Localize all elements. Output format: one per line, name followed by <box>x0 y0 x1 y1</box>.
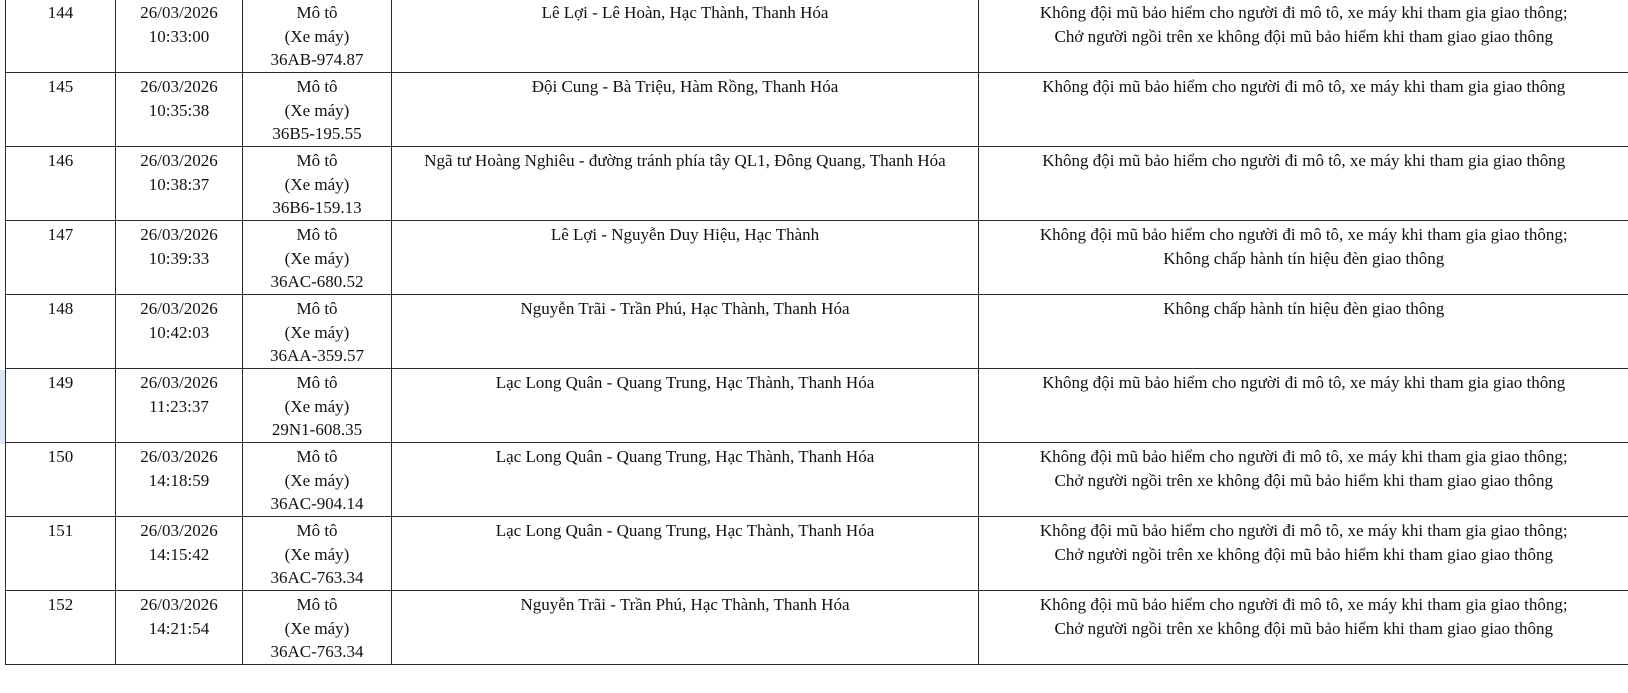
cell-violation <box>979 295 1628 369</box>
violation-text: Chở người ngồi trên xe không đội mũ bảo hiểm khi tham giao giao thông <box>1054 470 1553 490</box>
violation-date: 26/03/2026 <box>140 595 218 614</box>
cell-stt: 144 <box>6 0 116 73</box>
cell-stt: 152 <box>6 591 116 665</box>
violation-text: Không đội mũ bảo hiểm cho người đi mô tô, xe máy khi tham gia giao thông; <box>1039 521 1568 540</box>
table-row <box>6 0 1628 73</box>
license-plate: 36B6-159.13 <box>272 198 362 217</box>
violation-time: 10:42:03 <box>148 322 210 342</box>
cell-datetime <box>116 221 243 295</box>
cell-violation <box>979 221 1628 295</box>
cell-stt: 146 <box>6 147 116 221</box>
cell-datetime <box>116 0 243 73</box>
cell-vehicle <box>243 0 392 73</box>
violation-date: 26/03/2026 <box>140 521 218 540</box>
cell-location: Lê Lợi - Nguyễn Duy Hiệu, Hạc Thành <box>392 221 979 295</box>
violation-text: Không đội mũ bảo hiểm cho người đi mô tô, xe máy khi tham gia giao thông <box>1042 373 1566 392</box>
violation-text: Không đội mũ bảo hiểm cho người đi mô tô, xe máy khi tham gia giao thông <box>1042 77 1566 96</box>
cell-stt: 149 <box>6 369 116 443</box>
cell-location: Lạc Long Quân - Quang Trung, Hạc Thành, Thanh Hóa <box>392 443 979 517</box>
cell-vehicle <box>243 443 392 517</box>
table-row <box>6 73 1628 147</box>
cell-violation <box>979 443 1628 517</box>
cell-vehicle <box>243 73 392 147</box>
cell-datetime <box>116 443 243 517</box>
violation-time: 14:15:42 <box>148 544 210 564</box>
cell-datetime <box>116 147 243 221</box>
cell-vehicle <box>243 221 392 295</box>
cell-vehicle <box>243 591 392 665</box>
cell-datetime <box>116 295 243 369</box>
violation-date: 26/03/2026 <box>140 447 218 466</box>
cell-datetime <box>116 591 243 665</box>
violation-text: Không chấp hành tín hiệu đèn giao thông <box>1163 248 1445 268</box>
violation-text: Không đội mũ bảo hiểm cho người đi mô tô, xe máy khi tham gia giao thông; <box>1039 447 1568 466</box>
cell-violation <box>979 0 1628 73</box>
cell-violation <box>979 517 1628 591</box>
vehicle-subtype: (Xe máy) <box>284 100 350 120</box>
cell-datetime <box>116 369 243 443</box>
cell-location: Đội Cung - Bà Triệu, Hàm Rồng, Thanh Hóa <box>392 73 979 147</box>
violation-date: 26/03/2026 <box>140 3 218 22</box>
cell-location: Nguyễn Trãi - Trần Phú, Hạc Thành, Thanh Hóa <box>392 591 979 665</box>
vehicle-type: Mô tô <box>296 299 338 318</box>
cell-stt: 145 <box>6 73 116 147</box>
violation-text: Chở người ngồi trên xe không đội mũ bảo hiểm khi tham giao giao thông <box>1054 544 1553 564</box>
violation-time: 14:18:59 <box>148 470 210 490</box>
license-plate: 36B5-195.55 <box>272 124 362 143</box>
violation-text: Chở người ngồi trên xe không đội mũ bảo hiểm khi tham giao giao thông <box>1054 618 1553 638</box>
license-plate: 36AC-680.52 <box>270 272 364 291</box>
vehicle-subtype: (Xe máy) <box>284 248 350 268</box>
cell-vehicle <box>243 369 392 443</box>
violation-time: 10:35:38 <box>148 100 210 120</box>
vehicle-type: Mô tô <box>296 151 338 170</box>
vehicle-type: Mô tô <box>296 225 338 244</box>
license-plate: 36AC-763.34 <box>270 568 364 587</box>
table-row <box>6 369 1628 443</box>
violation-text: Không đội mũ bảo hiểm cho người đi mô tô, xe máy khi tham gia giao thông; <box>1039 3 1568 22</box>
vehicle-type: Mô tô <box>296 521 338 540</box>
table-row <box>6 443 1628 517</box>
violation-date: 26/03/2026 <box>140 373 218 392</box>
cell-vehicle <box>243 517 392 591</box>
violation-date: 26/03/2026 <box>140 225 218 244</box>
vehicle-subtype: (Xe máy) <box>284 174 350 194</box>
vehicle-subtype: (Xe máy) <box>284 544 350 564</box>
violation-time: 14:21:54 <box>148 618 210 638</box>
cell-location: Ngã tư Hoàng Nghiêu - đường tránh phía tây QL1, Đông Quang, Thanh Hóa <box>392 147 979 221</box>
violations-table-body <box>6 0 1628 665</box>
violation-date: 26/03/2026 <box>140 77 218 96</box>
vehicle-type: Mô tô <box>296 373 338 392</box>
table-row <box>6 591 1628 665</box>
cell-location: Lê Lợi - Lê Hoàn, Hạc Thành, Thanh Hóa <box>392 0 979 73</box>
vehicle-type: Mô tô <box>296 3 338 22</box>
violation-date: 26/03/2026 <box>140 299 218 318</box>
license-plate: 36AC-763.34 <box>270 642 364 661</box>
violation-time: 11:23:37 <box>149 396 209 416</box>
table-row <box>6 221 1628 295</box>
vehicle-type: Mô tô <box>296 595 338 614</box>
cell-stt: 148 <box>6 295 116 369</box>
cell-datetime <box>116 517 243 591</box>
cell-vehicle <box>243 295 392 369</box>
table-row <box>6 295 1628 369</box>
cell-location: Lạc Long Quân - Quang Trung, Hạc Thành, Thanh Hóa <box>392 369 979 443</box>
cell-vehicle <box>243 147 392 221</box>
violation-time: 10:33:00 <box>148 26 210 46</box>
vehicle-subtype: (Xe máy) <box>284 322 350 342</box>
violation-text: Chở người ngồi trên xe không đội mũ bảo hiểm khi tham giao giao thông <box>1054 26 1553 46</box>
license-plate: 36AA-359.57 <box>270 346 364 365</box>
violation-time: 10:38:37 <box>148 174 210 194</box>
violations-table <box>5 0 1628 665</box>
cell-location: Lạc Long Quân - Quang Trung, Hạc Thành, Thanh Hóa <box>392 517 979 591</box>
violation-text: Không đội mũ bảo hiểm cho người đi mô tô, xe máy khi tham gia giao thông; <box>1039 595 1568 614</box>
cell-location: Nguyễn Trãi - Trần Phú, Hạc Thành, Thanh Hóa <box>392 295 979 369</box>
vehicle-subtype: (Xe máy) <box>284 26 350 46</box>
license-plate: 29N1-608.35 <box>271 420 363 439</box>
violation-date: 26/03/2026 <box>140 151 218 170</box>
vehicle-type: Mô tô <box>296 77 338 96</box>
cell-violation <box>979 369 1628 443</box>
vehicle-subtype: (Xe máy) <box>284 396 350 416</box>
violation-text: Không chấp hành tín hiệu đèn giao thông <box>1163 299 1445 318</box>
table-row <box>6 517 1628 591</box>
violation-text: Không đội mũ bảo hiểm cho người đi mô tô, xe máy khi tham gia giao thông <box>1042 151 1566 170</box>
cell-stt: 150 <box>6 443 116 517</box>
license-plate: 36AB-974.87 <box>270 50 364 69</box>
violation-time: 10:39:33 <box>148 248 210 268</box>
vehicle-subtype: (Xe máy) <box>284 470 350 490</box>
cell-violation <box>979 147 1628 221</box>
cell-violation <box>979 591 1628 665</box>
cell-stt: 151 <box>6 517 116 591</box>
cell-violation <box>979 73 1628 147</box>
vehicle-subtype: (Xe máy) <box>284 618 350 638</box>
table-row <box>6 147 1628 221</box>
vehicle-type: Mô tô <box>296 447 338 466</box>
violation-text: Không đội mũ bảo hiểm cho người đi mô tô, xe máy khi tham gia giao thông; <box>1039 225 1568 244</box>
license-plate: 36AC-904.14 <box>270 494 364 513</box>
cell-stt: 147 <box>6 221 116 295</box>
cell-datetime <box>116 73 243 147</box>
